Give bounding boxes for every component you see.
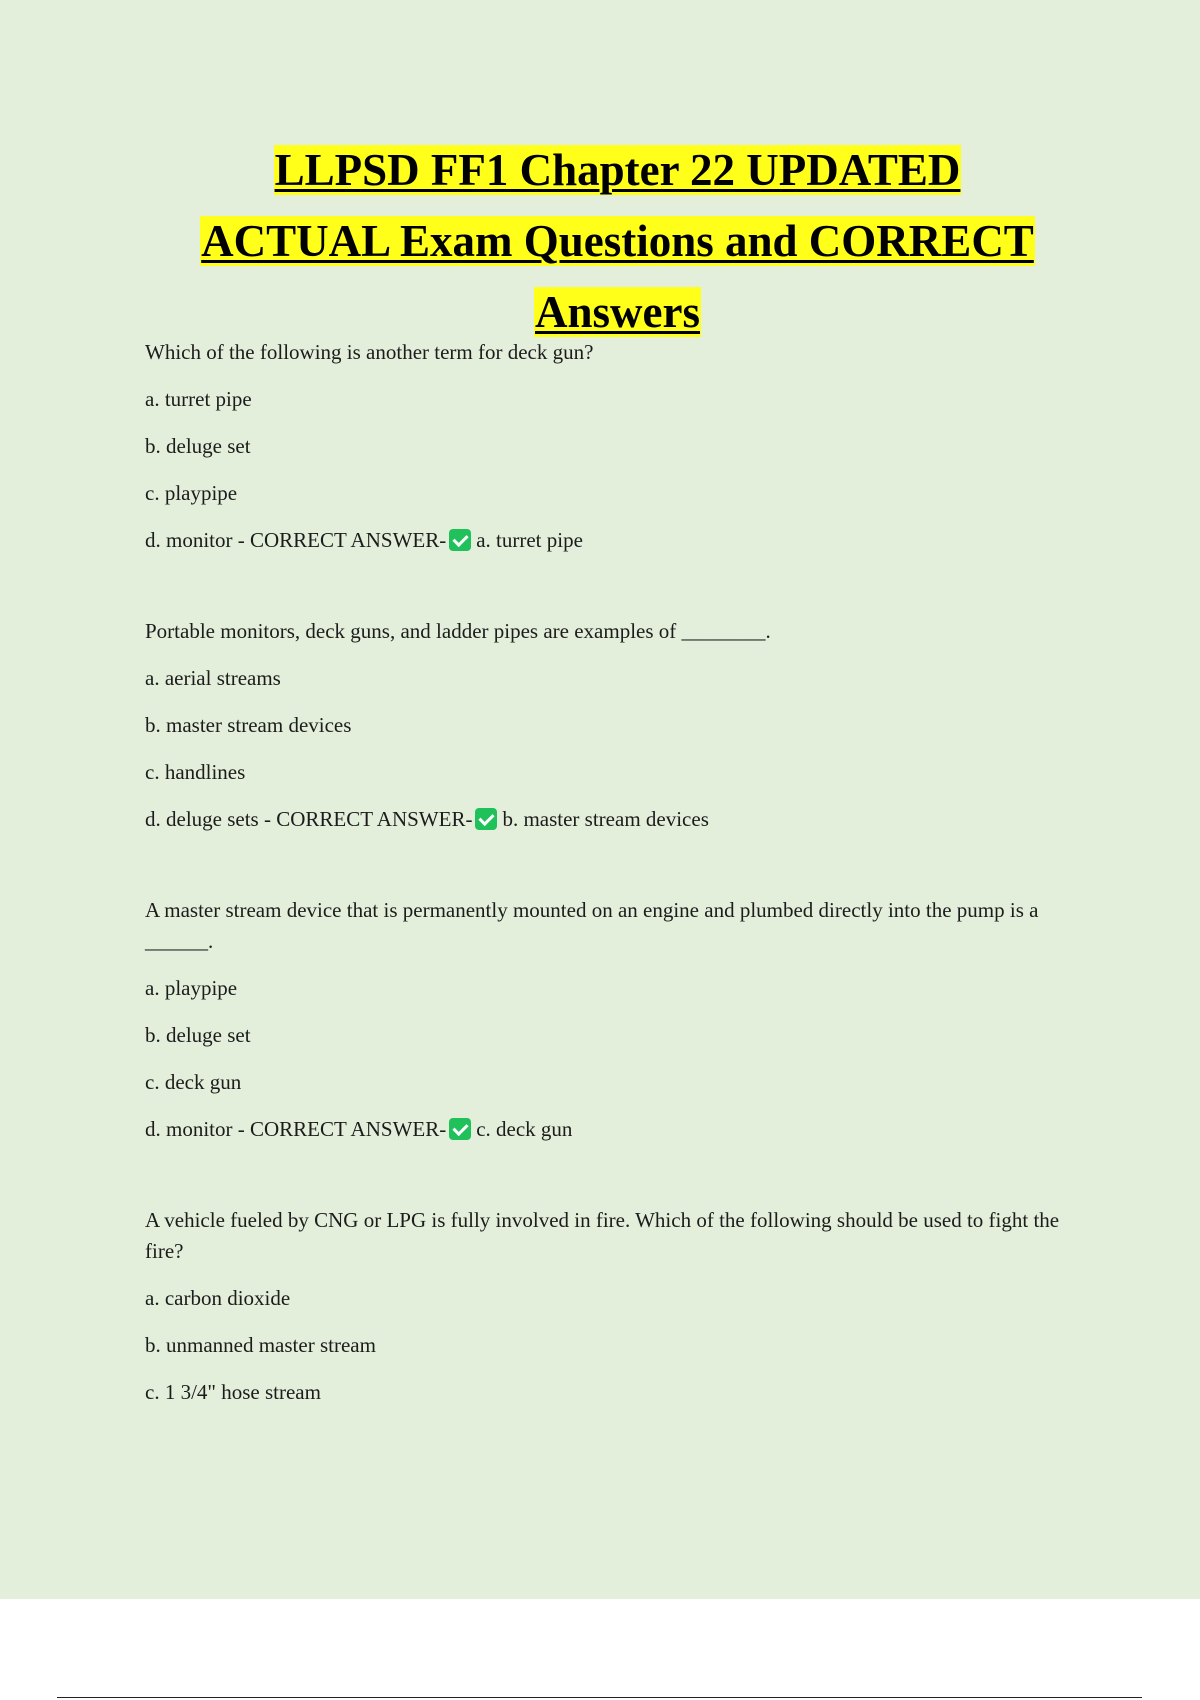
answer-option-with-correct-answer: [145, 525, 1095, 556]
question-text: A master stream device that is permanently mounted on an engine and plumbed directly into the pump is a ______.: [145, 898, 1039, 953]
answer-option-text: d. monitor: [145, 528, 233, 552]
answer-option: b. master stream devices: [145, 713, 352, 737]
title-line: Answers: [535, 287, 700, 337]
answer-option: c. deck gun: [145, 1070, 242, 1094]
answer-option: c. playpipe: [145, 481, 238, 505]
check-mark-icon: [475, 808, 497, 830]
correct-answer: b. master stream devices: [502, 807, 709, 831]
answer-option: a. carbon dioxide: [145, 1286, 291, 1310]
question-block: [145, 1205, 1095, 1408]
correct-answer: a. turret pipe: [476, 528, 583, 552]
answer-option: b. deluge set: [145, 434, 251, 458]
question-block: [145, 616, 1095, 835]
question-block: [145, 337, 1095, 556]
answer-option: c. 1 3/4" hose stream: [145, 1380, 321, 1404]
answer-option: b. deluge set: [145, 1023, 251, 1047]
answer-option: c. handlines: [145, 760, 246, 784]
question-list: [145, 337, 1095, 1424]
answer-option-with-correct-answer: [145, 1114, 1095, 1145]
title-line: LLPSD FF1 Chapter 22 UPDATED: [274, 145, 961, 195]
answer-option-text: d. monitor: [145, 1117, 233, 1141]
check-mark-icon: [449, 529, 471, 551]
question-text: Portable monitors, deck guns, and ladder pipes are examples of ________.: [145, 619, 771, 643]
question-text: A vehicle fueled by CNG or LPG is fully involved in fire. Which of the following should be used to fight the fire?: [145, 1208, 1060, 1263]
question-block: [145, 895, 1095, 1145]
check-mark-icon: [449, 1118, 471, 1140]
document-title: [140, 140, 1095, 353]
answer-option: a. aerial streams: [145, 666, 281, 690]
question-text: Which of the following is another term for deck gun?: [145, 340, 594, 364]
correct-answer-prefix: - CORRECT ANSWER-: [232, 1117, 447, 1141]
answer-option-text: d. deluge sets: [145, 807, 259, 831]
correct-answer: c. deck gun: [476, 1117, 573, 1141]
answer-option: a. turret pipe: [145, 387, 252, 411]
correct-answer-prefix: - CORRECT ANSWER-: [232, 528, 447, 552]
answer-option-with-correct-answer: [145, 804, 1095, 835]
title-line: ACTUAL Exam Questions and CORRECT: [201, 216, 1034, 266]
answer-option: a. playpipe: [145, 976, 238, 1000]
footer-divider: [57, 1697, 1142, 1698]
correct-answer-prefix: - CORRECT ANSWER-: [258, 807, 473, 831]
answer-option: b. unmanned master stream: [145, 1333, 376, 1357]
